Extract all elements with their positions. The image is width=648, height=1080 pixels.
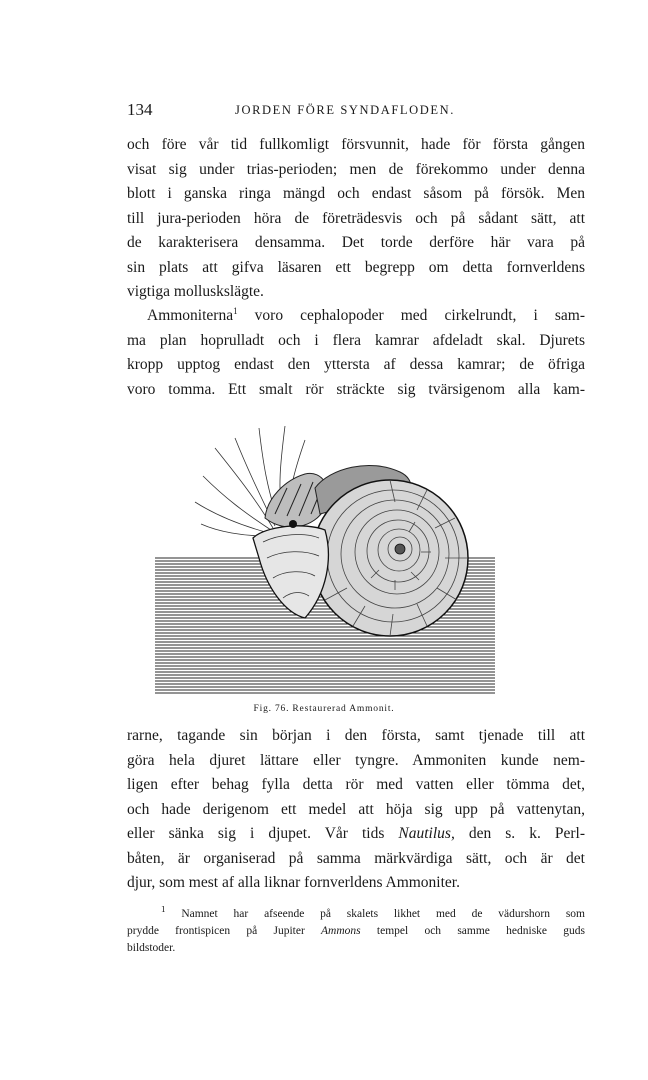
text-line: djur, som mest af alla liknar fornverldens Ammoniter. — [127, 874, 460, 891]
text-line: kropp upptog endast den yttersta af dessa kamrar; de öfriga — [127, 356, 585, 373]
text-line: sin plats att gifva läsaren ett begrepp om detta fornverldens — [127, 258, 585, 276]
footnote-line — [127, 906, 585, 923]
text-line: voro tomma. Ett smalt rör sträckte sig tvärsigenom alla kam- — [127, 380, 585, 398]
page-header — [127, 100, 587, 122]
text-line: och hade derigenom ett medel att höja sig upp på vattenytan, — [127, 800, 585, 818]
text-fragment: prydde frontispicen på Jupiter — [127, 925, 322, 937]
text-line — [127, 822, 585, 847]
text-line: blott i ganska ringa mängd och endast såsom på försök. Men — [127, 185, 585, 202]
footnote-reference: 1 — [233, 305, 238, 316]
text-line: visat sig under trias-perioden; men de förekommo under denna — [127, 160, 585, 178]
ammonite-illustration — [155, 418, 495, 698]
text-line: vigtiga molluskslägte. — [127, 283, 264, 300]
text-fragment: Namnet har afseende på skalets likhet med de vädurshorn som — [165, 908, 585, 920]
ammons-italic: Ammons — [321, 925, 361, 937]
text-line — [127, 304, 585, 329]
text-fragment: tempel och samme hedniske guds — [360, 925, 585, 937]
shell-umbilicus — [395, 544, 405, 554]
shell-outer — [312, 480, 468, 636]
text-line: de karakterisera densamma. Det torde derföre här vara på — [127, 234, 585, 251]
text-line: båten, är organiserad på samma märkvärdiga sätt, och är det — [127, 849, 585, 867]
footnote-marker: 1 — [161, 906, 166, 915]
footnote — [127, 906, 585, 957]
nautilus-italic: Nautilus, — [398, 825, 455, 842]
footnote-line — [127, 923, 585, 940]
footnote-line: bildstoder. — [127, 942, 176, 954]
text-fragment: eller sänka sig i djupet. Vår tids — [127, 825, 399, 842]
text-fragment: den s. k. Perl- — [454, 825, 585, 842]
paragraph-1 — [127, 133, 585, 305]
eye — [289, 520, 297, 528]
figure-caption: Fig. 76. Restaurerad Ammonit. — [253, 704, 395, 714]
page-number: 134 — [127, 100, 153, 119]
paragraph-2 — [127, 304, 585, 402]
text-line: till jura-perioden höra de företrädesvis och på sådant sätt, att — [127, 209, 585, 227]
paragraph-3 — [127, 724, 585, 896]
text-line: ma plan hoprulladt och i flera kamrar afdeladt skal. Djurets — [127, 331, 585, 349]
text-line: göra hela djuret lättare eller tyngre. Ammoniten kunde nem- — [127, 751, 585, 769]
text-line: rarne, tagande sin början i den första, samt tjenade till att — [127, 727, 585, 744]
text-line: ligen efter behag fylla detta rör med vatten eller tömma det, — [127, 776, 585, 793]
text-fragment: voro cephalopoder med cirkelrundt, i sam- — [237, 307, 585, 324]
text-line: och före vår tid fullkomligt försvunnit, hade för första gången — [127, 136, 585, 153]
running-head: JORDEN FÖRE SYNDAFLODEN. — [235, 103, 456, 117]
ammoniterna-word: Ammoniterna — [147, 307, 234, 324]
